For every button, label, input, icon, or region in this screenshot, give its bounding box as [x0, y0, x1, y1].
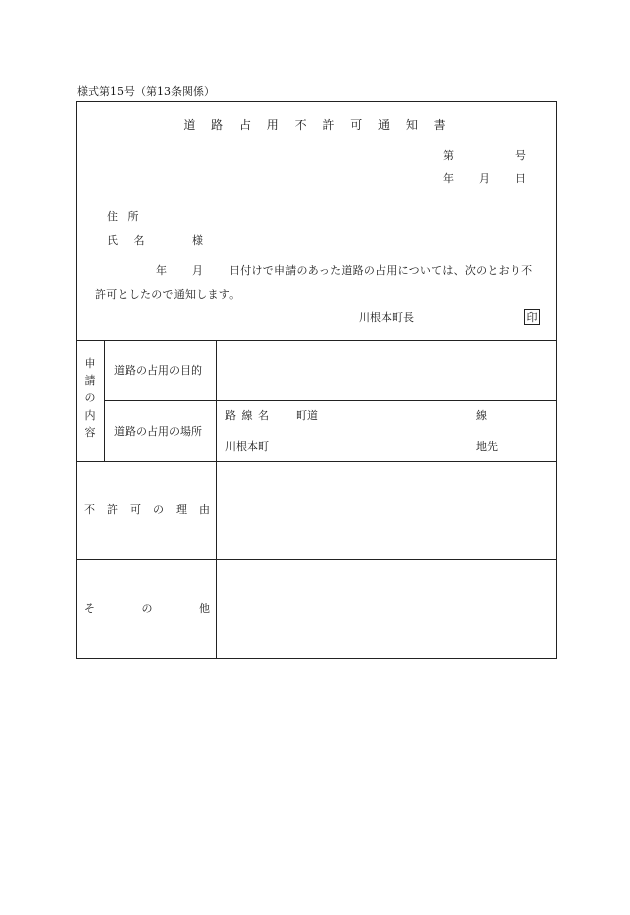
- form-number: 様式第15号（第13条関係）: [77, 85, 215, 98]
- address-label: 住 所: [107, 210, 139, 223]
- body-year: 年: [156, 264, 167, 277]
- purpose-label: 道路の占用の目的: [114, 364, 202, 377]
- route-type: 町道: [296, 409, 318, 422]
- reason-label-char: 理: [176, 503, 187, 516]
- route-suffix: 線: [476, 409, 487, 422]
- divider-group-label: [104, 340, 105, 461]
- reason-label-char: 不: [84, 503, 95, 516]
- number-go: 号: [515, 149, 526, 162]
- date-day: 日: [515, 172, 526, 185]
- other-label-char: の: [141, 602, 153, 615]
- body-line-1: 日付けで申請のあった道路の占用については、次のとおり不: [229, 264, 533, 277]
- seal-mark: 印: [524, 309, 540, 325]
- issuer-name: 川根本町長: [359, 311, 414, 324]
- other-field[interactable]: [218, 560, 556, 658]
- other-label-char: 他: [199, 602, 210, 615]
- place-field[interactable]: [330, 402, 470, 460]
- application-label-char: 内: [84, 408, 96, 422]
- application-label-char: 請: [84, 374, 96, 388]
- number-dai: 第: [443, 149, 454, 162]
- other-label: [84, 603, 210, 614]
- reason-label-char: 可: [130, 503, 141, 516]
- reason-field[interactable]: [218, 462, 556, 558]
- reason-label-char: 由: [199, 503, 210, 516]
- application-group-label: [84, 357, 96, 439]
- other-label-char: そ: [84, 602, 95, 615]
- purpose-field[interactable]: [218, 341, 556, 399]
- route-name-label: 路 線 名: [225, 409, 269, 422]
- name-label: 氏 名: [107, 234, 145, 247]
- place-label: 道路の占用の場所: [114, 425, 202, 438]
- application-label-char: の: [84, 391, 96, 405]
- place-suffix: 地先: [476, 440, 498, 453]
- date-year: 年: [443, 172, 454, 185]
- application-label-char: 申: [84, 357, 96, 370]
- reason-label-char: の: [153, 503, 164, 516]
- body-month: 月: [192, 264, 203, 277]
- town-name: 川根本町: [225, 440, 269, 453]
- reason-label-char: 許: [107, 503, 118, 516]
- document-title: 道 路 占 用 不 許 可 通 知 書: [183, 118, 447, 132]
- date-month: 月: [479, 172, 490, 185]
- divider-purpose-place: [104, 400, 557, 401]
- reason-label: [84, 504, 210, 515]
- divider-label-column: [216, 340, 217, 659]
- application-label-char: 容: [84, 425, 96, 439]
- body-line-2: 許可としたので通知します。: [95, 288, 241, 301]
- honorific: 様: [192, 234, 203, 247]
